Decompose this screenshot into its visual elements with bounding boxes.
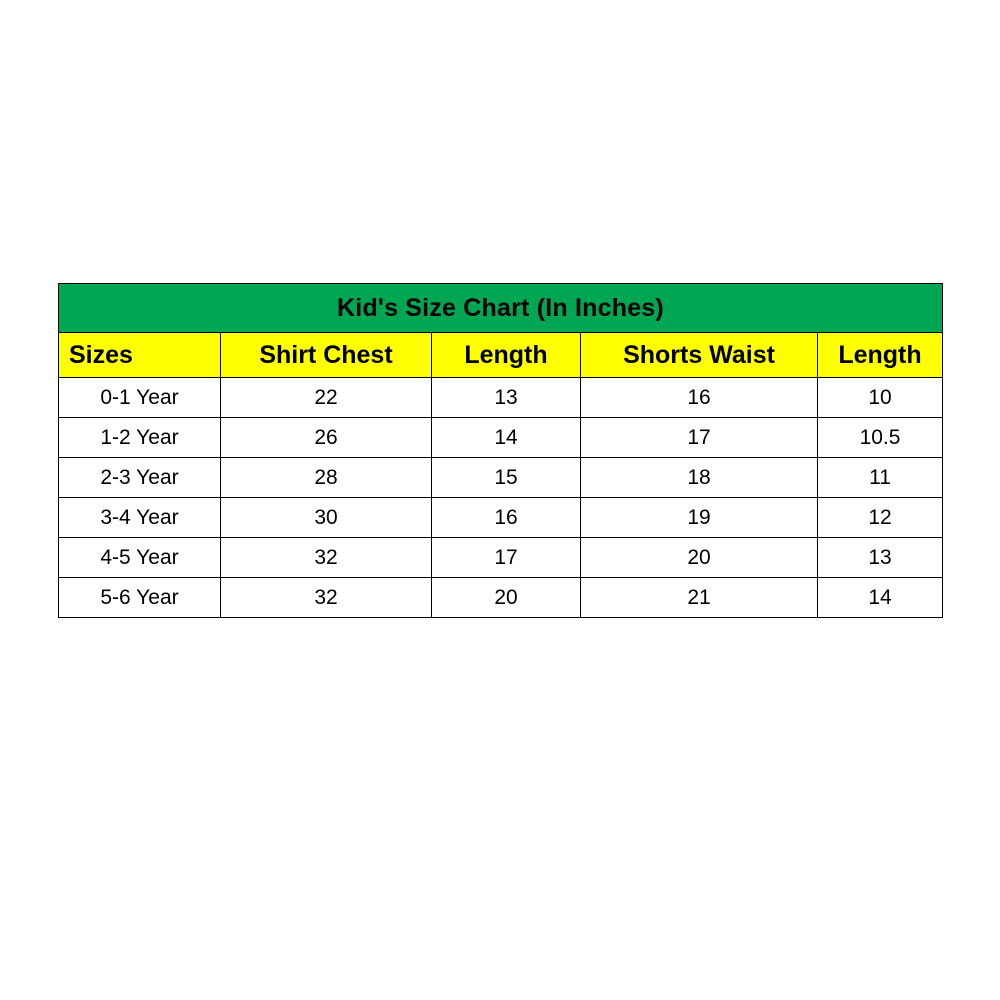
column-header-shorts-length: Length bbox=[818, 333, 943, 378]
column-header-shorts-waist: Shorts Waist bbox=[581, 333, 818, 378]
table-row bbox=[59, 538, 943, 578]
cell-shorts-waist: 21 bbox=[581, 578, 818, 618]
cell-shirt-length: 17 bbox=[432, 538, 581, 578]
cell-size: 5-6 Year bbox=[59, 578, 221, 618]
cell-shorts-waist: 20 bbox=[581, 538, 818, 578]
cell-shorts-waist: 16 bbox=[581, 378, 818, 418]
cell-shorts-waist: 17 bbox=[581, 418, 818, 458]
cell-shirt-chest: 22 bbox=[221, 378, 432, 418]
cell-shirt-chest: 30 bbox=[221, 498, 432, 538]
cell-shirt-chest: 32 bbox=[221, 538, 432, 578]
cell-shorts-length: 14 bbox=[818, 578, 943, 618]
table-row bbox=[59, 458, 943, 498]
cell-shirt-chest: 32 bbox=[221, 578, 432, 618]
size-chart-container bbox=[58, 283, 942, 618]
cell-size: 2-3 Year bbox=[59, 458, 221, 498]
table-row bbox=[59, 578, 943, 618]
cell-size: 0-1 Year bbox=[59, 378, 221, 418]
cell-shorts-length: 11 bbox=[818, 458, 943, 498]
cell-size: 1-2 Year bbox=[59, 418, 221, 458]
cell-shirt-length: 15 bbox=[432, 458, 581, 498]
cell-size: 4-5 Year bbox=[59, 538, 221, 578]
size-chart-table bbox=[58, 283, 943, 618]
cell-shirt-length: 16 bbox=[432, 498, 581, 538]
cell-shorts-length: 10 bbox=[818, 378, 943, 418]
table-row bbox=[59, 378, 943, 418]
cell-shorts-length: 10.5 bbox=[818, 418, 943, 458]
column-header-sizes: Sizes bbox=[59, 333, 221, 378]
cell-shorts-length: 13 bbox=[818, 538, 943, 578]
column-header-shirt-chest: Shirt Chest bbox=[221, 333, 432, 378]
table-header-row bbox=[59, 333, 943, 378]
cell-shirt-length: 14 bbox=[432, 418, 581, 458]
cell-size: 3-4 Year bbox=[59, 498, 221, 538]
cell-shorts-waist: 19 bbox=[581, 498, 818, 538]
page-title: Kid's Size Chart (In Inches) bbox=[59, 284, 943, 333]
column-header-shirt-length: Length bbox=[432, 333, 581, 378]
cell-shirt-chest: 26 bbox=[221, 418, 432, 458]
table-title-row bbox=[59, 284, 943, 333]
cell-shirt-length: 20 bbox=[432, 578, 581, 618]
cell-shorts-waist: 18 bbox=[581, 458, 818, 498]
cell-shirt-length: 13 bbox=[432, 378, 581, 418]
cell-shorts-length: 12 bbox=[818, 498, 943, 538]
table-row bbox=[59, 498, 943, 538]
table-row bbox=[59, 418, 943, 458]
cell-shirt-chest: 28 bbox=[221, 458, 432, 498]
